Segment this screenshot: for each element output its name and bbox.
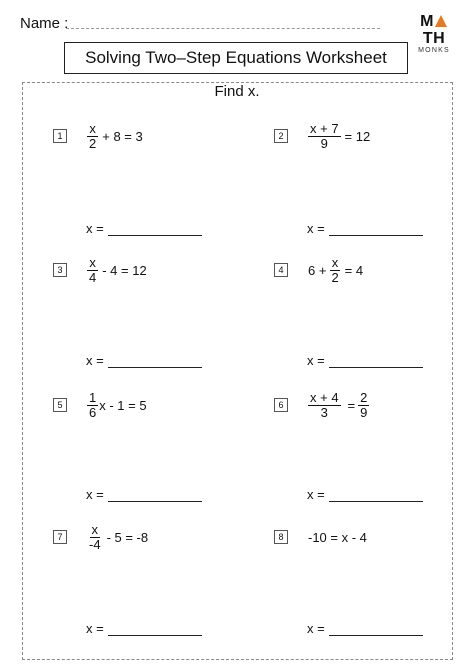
equation xyxy=(87,388,147,422)
problem-number: 1 xyxy=(53,129,67,143)
numerator: x xyxy=(89,254,96,270)
equation-plain: -10 = x - 4 xyxy=(308,529,367,545)
denominator: 9 xyxy=(360,404,368,420)
numerator: x + 4 xyxy=(310,389,339,405)
fraction xyxy=(329,256,340,285)
answer-label: x = xyxy=(307,353,325,368)
problem-number: 6 xyxy=(274,398,288,412)
fraction xyxy=(87,256,98,285)
equation-rest: + 8 = 3 xyxy=(102,128,143,144)
answer-6[interactable] xyxy=(307,487,474,503)
numerator: 1 xyxy=(89,389,97,405)
problem-6 xyxy=(274,389,474,438)
fraction xyxy=(87,391,98,420)
problem-2 xyxy=(274,120,474,169)
answer-7[interactable] xyxy=(86,621,286,637)
answer-5[interactable] xyxy=(86,487,286,503)
problem-4 xyxy=(274,254,474,303)
denominator: -4 xyxy=(89,536,101,552)
name-input-line[interactable] xyxy=(66,28,380,29)
logo-subtitle: MONKS xyxy=(418,47,450,54)
answer-label: x = xyxy=(86,621,104,636)
answer-line[interactable] xyxy=(329,367,423,368)
fraction xyxy=(87,122,98,151)
answer-label: x = xyxy=(307,621,325,636)
problem-7 xyxy=(53,521,253,570)
answer-label: x = xyxy=(86,353,104,368)
problem-5 xyxy=(53,389,253,438)
problem-number: 4 xyxy=(274,263,288,277)
equation xyxy=(308,119,370,153)
equation xyxy=(87,520,148,554)
equation-rest: - 5 = -8 xyxy=(106,529,149,545)
fraction xyxy=(308,391,341,420)
denominator: 6 xyxy=(89,404,97,420)
math-monks-logo xyxy=(411,13,457,55)
equation-rest: = 12 xyxy=(344,128,371,144)
answer-8[interactable] xyxy=(307,621,474,637)
problem-1 xyxy=(53,120,253,169)
equation xyxy=(308,388,373,422)
problem-number: 5 xyxy=(53,398,67,412)
equation xyxy=(87,253,147,287)
equation xyxy=(308,253,363,287)
answer-1[interactable] xyxy=(86,221,286,237)
equation xyxy=(308,520,367,554)
numerator: x + 7 xyxy=(310,120,339,136)
answer-line[interactable] xyxy=(329,235,423,236)
problem-3 xyxy=(53,254,253,303)
denominator: 9 xyxy=(320,135,328,151)
equation-prefix: 6 + xyxy=(308,262,327,278)
numerator: x xyxy=(331,254,339,270)
name-label: Name : xyxy=(20,14,69,32)
denominator: 2 xyxy=(331,269,339,285)
equation-rest: x - 1 = 5 xyxy=(99,397,147,413)
logo-letters-th: TH xyxy=(422,30,446,47)
fraction xyxy=(308,122,341,151)
answer-line[interactable] xyxy=(108,235,202,236)
problem-number: 3 xyxy=(53,263,67,277)
logo-letter-m: M xyxy=(420,13,434,30)
answer-line[interactable] xyxy=(108,635,202,636)
answer-line[interactable] xyxy=(108,501,202,502)
problem-number: 7 xyxy=(53,530,67,544)
numerator: x xyxy=(89,120,96,136)
numerator: 2 xyxy=(360,389,368,405)
answer-2[interactable] xyxy=(307,221,474,237)
answer-3[interactable] xyxy=(86,353,286,369)
answer-label: x = xyxy=(307,487,325,502)
denominator: 3 xyxy=(320,404,328,420)
answer-line[interactable] xyxy=(329,501,423,502)
problem-number: 8 xyxy=(274,530,288,544)
problem-8 xyxy=(274,530,474,570)
fraction-2 xyxy=(358,391,369,420)
answer-4[interactable] xyxy=(307,353,474,369)
equation-rest: = 4 xyxy=(344,262,364,278)
logo-triangle-icon xyxy=(435,15,447,27)
worksheet-title: Solving Two–Step Equations Worksheet xyxy=(64,42,408,74)
answer-label: x = xyxy=(86,221,104,236)
answer-line[interactable] xyxy=(108,367,202,368)
numerator: x xyxy=(91,521,99,537)
name-row xyxy=(20,12,68,34)
answer-line[interactable] xyxy=(329,635,423,636)
equation xyxy=(87,119,143,153)
answer-label: x = xyxy=(307,221,325,236)
equals-sign: = xyxy=(347,397,356,413)
denominator: 4 xyxy=(89,269,97,285)
problem-number: 2 xyxy=(274,129,288,143)
fraction xyxy=(87,523,103,552)
equation-rest: - 4 = 12 xyxy=(102,262,147,278)
denominator: 2 xyxy=(89,135,97,151)
answer-label: x = xyxy=(86,487,104,502)
instruction: Find x. xyxy=(214,83,260,100)
